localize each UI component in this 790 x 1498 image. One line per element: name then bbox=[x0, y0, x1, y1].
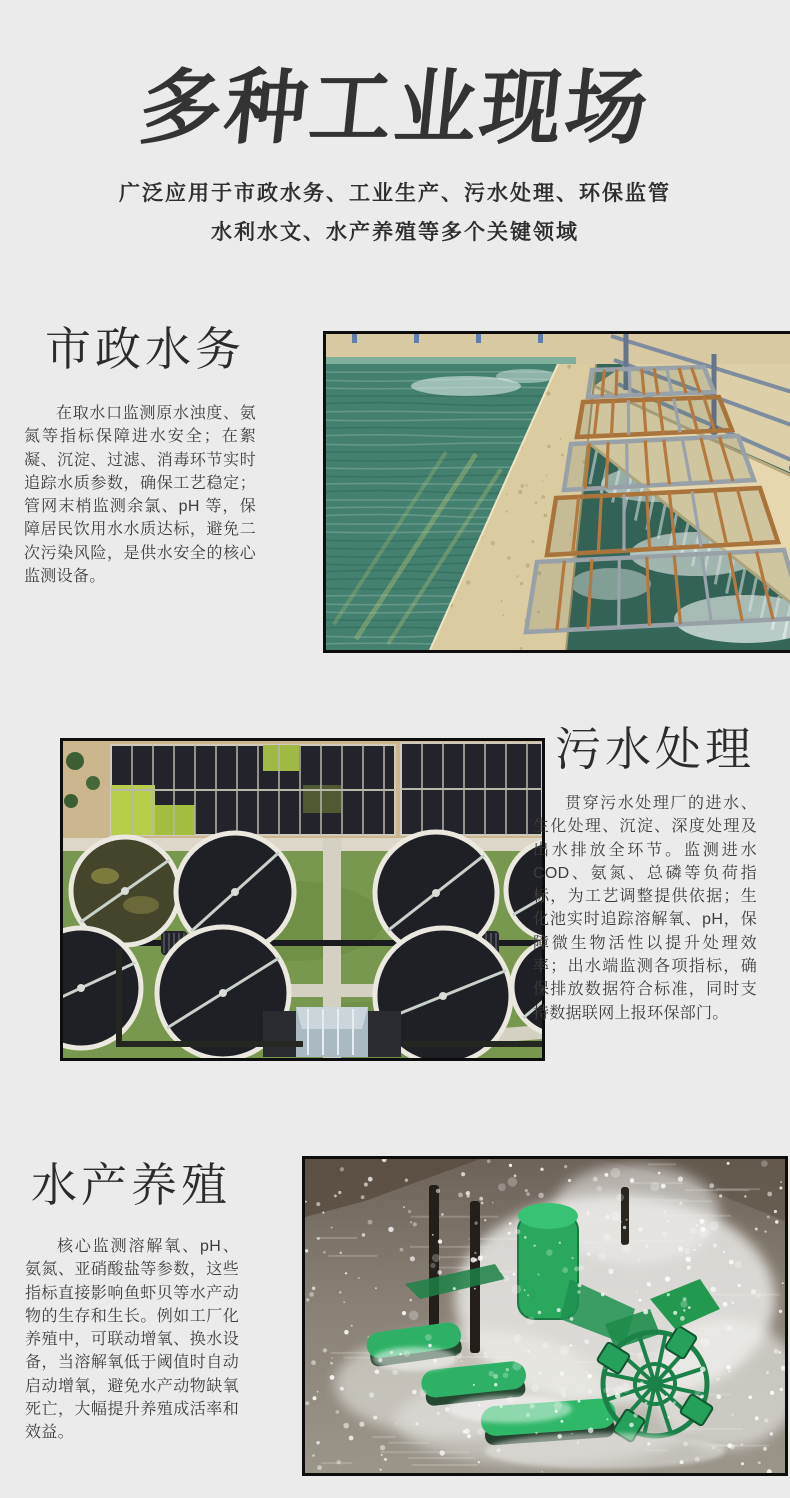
paddlewheel-aerator-illustration bbox=[305, 1159, 785, 1473]
page-title-text: 多种工业现场 bbox=[135, 63, 655, 154]
section-title-municipal-water: 市政水务 bbox=[45, 323, 245, 375]
section-title-aquaculture: 水产养殖 bbox=[31, 1159, 231, 1211]
subtitle-line-2: 水利水文、水产养殖等多个关键领域 bbox=[211, 221, 579, 244]
section-body-aquaculture: 核心监测溶解氧、pH、氨氮、亚硝酸盐等参数，这些指标直接影响鱼虾贝等水产动物的生存和生长。例如工厂化养殖中，可联动增氧、换水设备，当溶解氧低于阈值时自动启动增氧，避免水产动物缺氧死亡，大幅提升养殖成活率和效益。 bbox=[25, 1238, 239, 1442]
teal-gutter-strip bbox=[326, 357, 576, 365]
sewage-plant-aerial-illustration bbox=[63, 741, 542, 1058]
water-treatment-channel-photo bbox=[323, 331, 790, 653]
rect-basin-group-left bbox=[111, 745, 395, 835]
subtitle-line-1: 广泛应用于市政水务、工业生产、污水处理、环保监管 bbox=[119, 182, 671, 205]
paddlewheel-aerator-photo bbox=[302, 1156, 788, 1476]
page-title bbox=[0, 64, 790, 154]
water-treatment-channel-illustration bbox=[326, 334, 790, 650]
sewage-plant-aerial-photo bbox=[60, 738, 545, 1061]
section-title-sewage-treatment: 污水处理 bbox=[555, 723, 755, 775]
section-body-sewage-treatment: 贯穿污水处理厂的进水、生化处理、沉淀、深度处理及出水排放全环节。监测进水 COD、氨氮、总磷等负荷指标，为工艺调整提供依据；生化池实时追踪溶解氧、pH，保障微生物活性以提升处理效率；出水端监测各项指标，确保排放数据符合标准，同时支持数据联网上报环保部门。 bbox=[533, 795, 757, 1022]
section-body-municipal-water: 在取水口监测原水浊度、氨氮等指标保障进水安全；在絮凝、沉淀、过滤、消毒环节实时追踪水质参数，确保工艺稳定；管网末梢监测余氯、pH 等，保障居民饮用水水质达标，避免二次污染风险，是供水安全的核心监测设备。 bbox=[24, 405, 256, 586]
pump-building bbox=[263, 1007, 401, 1057]
